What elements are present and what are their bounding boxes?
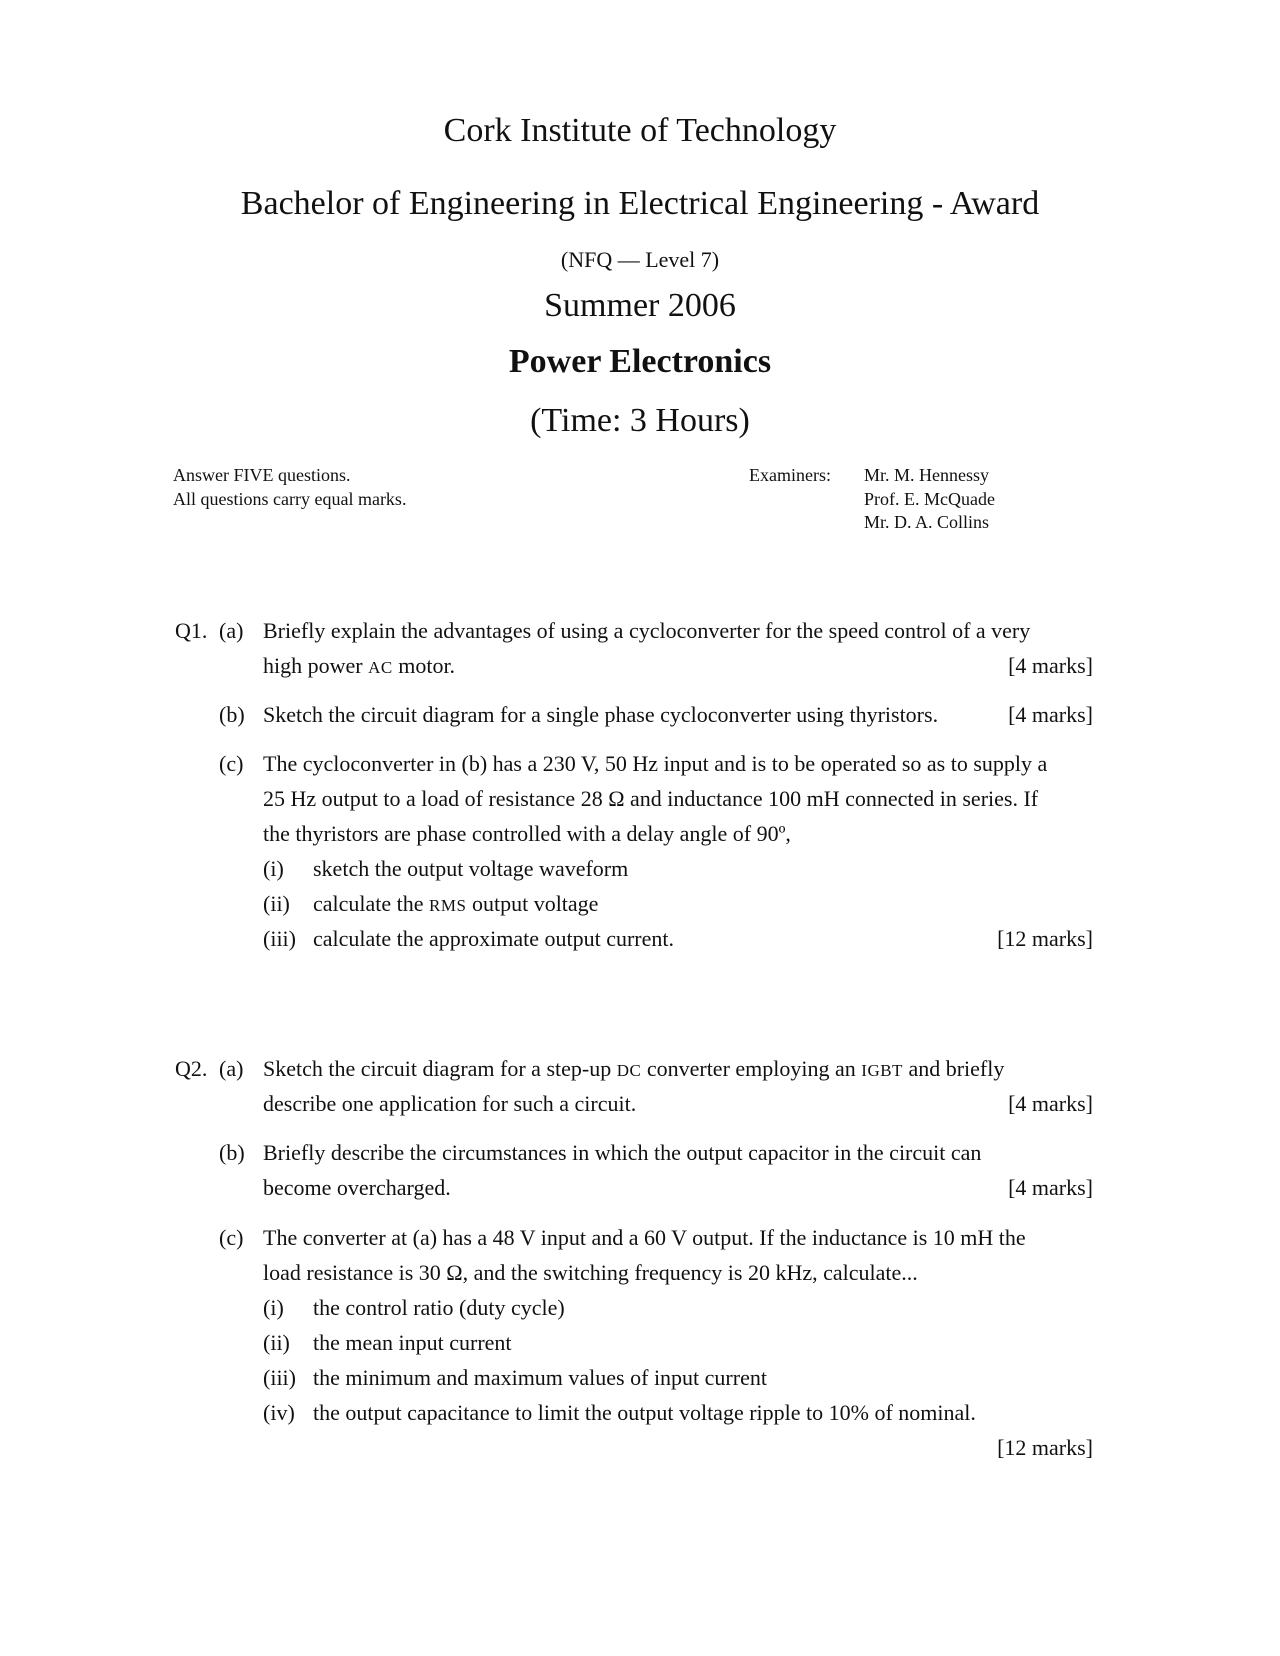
examiner-name: Mr. M. Hennessy: [864, 465, 989, 485]
subpart-label: (ii): [263, 891, 290, 916]
nfq-level: (NFQ — Level 7): [560, 247, 720, 272]
marks-label: [4 marks]: [1008, 1175, 1093, 1200]
question-text-line: high power AC motor.: [263, 653, 456, 678]
subpart-label: (iii): [263, 926, 296, 951]
marks-label: [12 marks]: [997, 1435, 1093, 1460]
question-text-line: load resistance is 30 Ω, and the switching frequency is 20 kHz, calculate...: [263, 1260, 918, 1285]
part-label: (b): [219, 1140, 245, 1165]
programme-title: Bachelor of Engineering in Electrical Engineering - Award: [240, 185, 1040, 222]
marks-label: [4 marks]: [1008, 702, 1093, 727]
subpart-label: (i): [263, 856, 284, 881]
instruction-answer: Answer FIVE questions.: [173, 465, 351, 485]
subpart-text: the mean input current: [313, 1330, 512, 1355]
question-text-line: The cycloconverter in (b) has a 230 V, 50 Hz input and is to be operated so as to supply a: [263, 751, 1048, 776]
examiner-name: Prof. E. McQuade: [864, 489, 995, 509]
question-number: Q2.: [175, 1056, 208, 1081]
subpart-label: (ii): [263, 1330, 290, 1355]
subpart-text: calculate the RMS output voltage: [313, 891, 599, 916]
examiner-name: Mr. D. A. Collins: [864, 512, 990, 532]
question-text-line: become overcharged.: [263, 1175, 451, 1200]
subpart-label: (i): [263, 1295, 284, 1320]
question-text-line: Sketch the circuit diagram for a single phase cycloconverter using thyristors.: [263, 702, 939, 727]
subpart-text: sketch the output voltage waveform: [313, 856, 629, 881]
question-text-line: The converter at (a) has a 48 V input and a 60 V output. If the inductance is 10 mH the: [263, 1225, 1026, 1250]
marks-label: [4 marks]: [1008, 1091, 1093, 1116]
examiners-label: Examiners:: [749, 465, 831, 485]
subpart-label: (iv): [263, 1400, 295, 1425]
marks-label: [4 marks]: [1008, 653, 1093, 678]
exam-term: Summer 2006: [544, 287, 736, 324]
question-text-line: 25 Hz output to a load of resistance 28 Ω and inductance 100 mH connected in series. If: [263, 786, 1039, 811]
question-number: Q1.: [175, 618, 208, 643]
marks-label: [12 marks]: [997, 926, 1093, 951]
part-label: (c): [219, 751, 244, 776]
question-text-line: Briefly explain the advantages of using a cycloconverter for the speed control of a very: [263, 618, 1031, 643]
question-text-line: Briefly describe the circumstances in which the output capacitor in the circuit can: [263, 1140, 982, 1165]
question-text-line: describe one application for such a circuit.: [263, 1091, 637, 1116]
subject-title: Power Electronics: [508, 343, 772, 380]
subpart-label: (iii): [263, 1365, 296, 1390]
exam-duration: (Time: 3 Hours): [530, 402, 750, 439]
subpart-text: the output capacitance to limit the output voltage ripple to 10% of nominal.: [313, 1400, 976, 1425]
part-label: (b): [219, 702, 245, 727]
instruction-marks: All questions carry equal marks.: [173, 489, 407, 509]
part-label: (a): [219, 1056, 244, 1081]
subpart-text: the control ratio (duty cycle): [313, 1295, 565, 1320]
subpart-text: the minimum and maximum values of input current: [313, 1365, 767, 1390]
institution-title: Cork Institute of Technology: [443, 112, 837, 149]
question-text-line: the thyristors are phase controlled with a delay angle of 90º,: [263, 821, 791, 846]
part-label: (c): [219, 1225, 244, 1250]
question-text-line: Sketch the circuit diagram for a step-up DC converter employing an IGBT and briefly: [263, 1056, 1005, 1081]
part-label: (a): [219, 618, 244, 643]
subpart-text: calculate the approximate output current.: [313, 926, 675, 951]
